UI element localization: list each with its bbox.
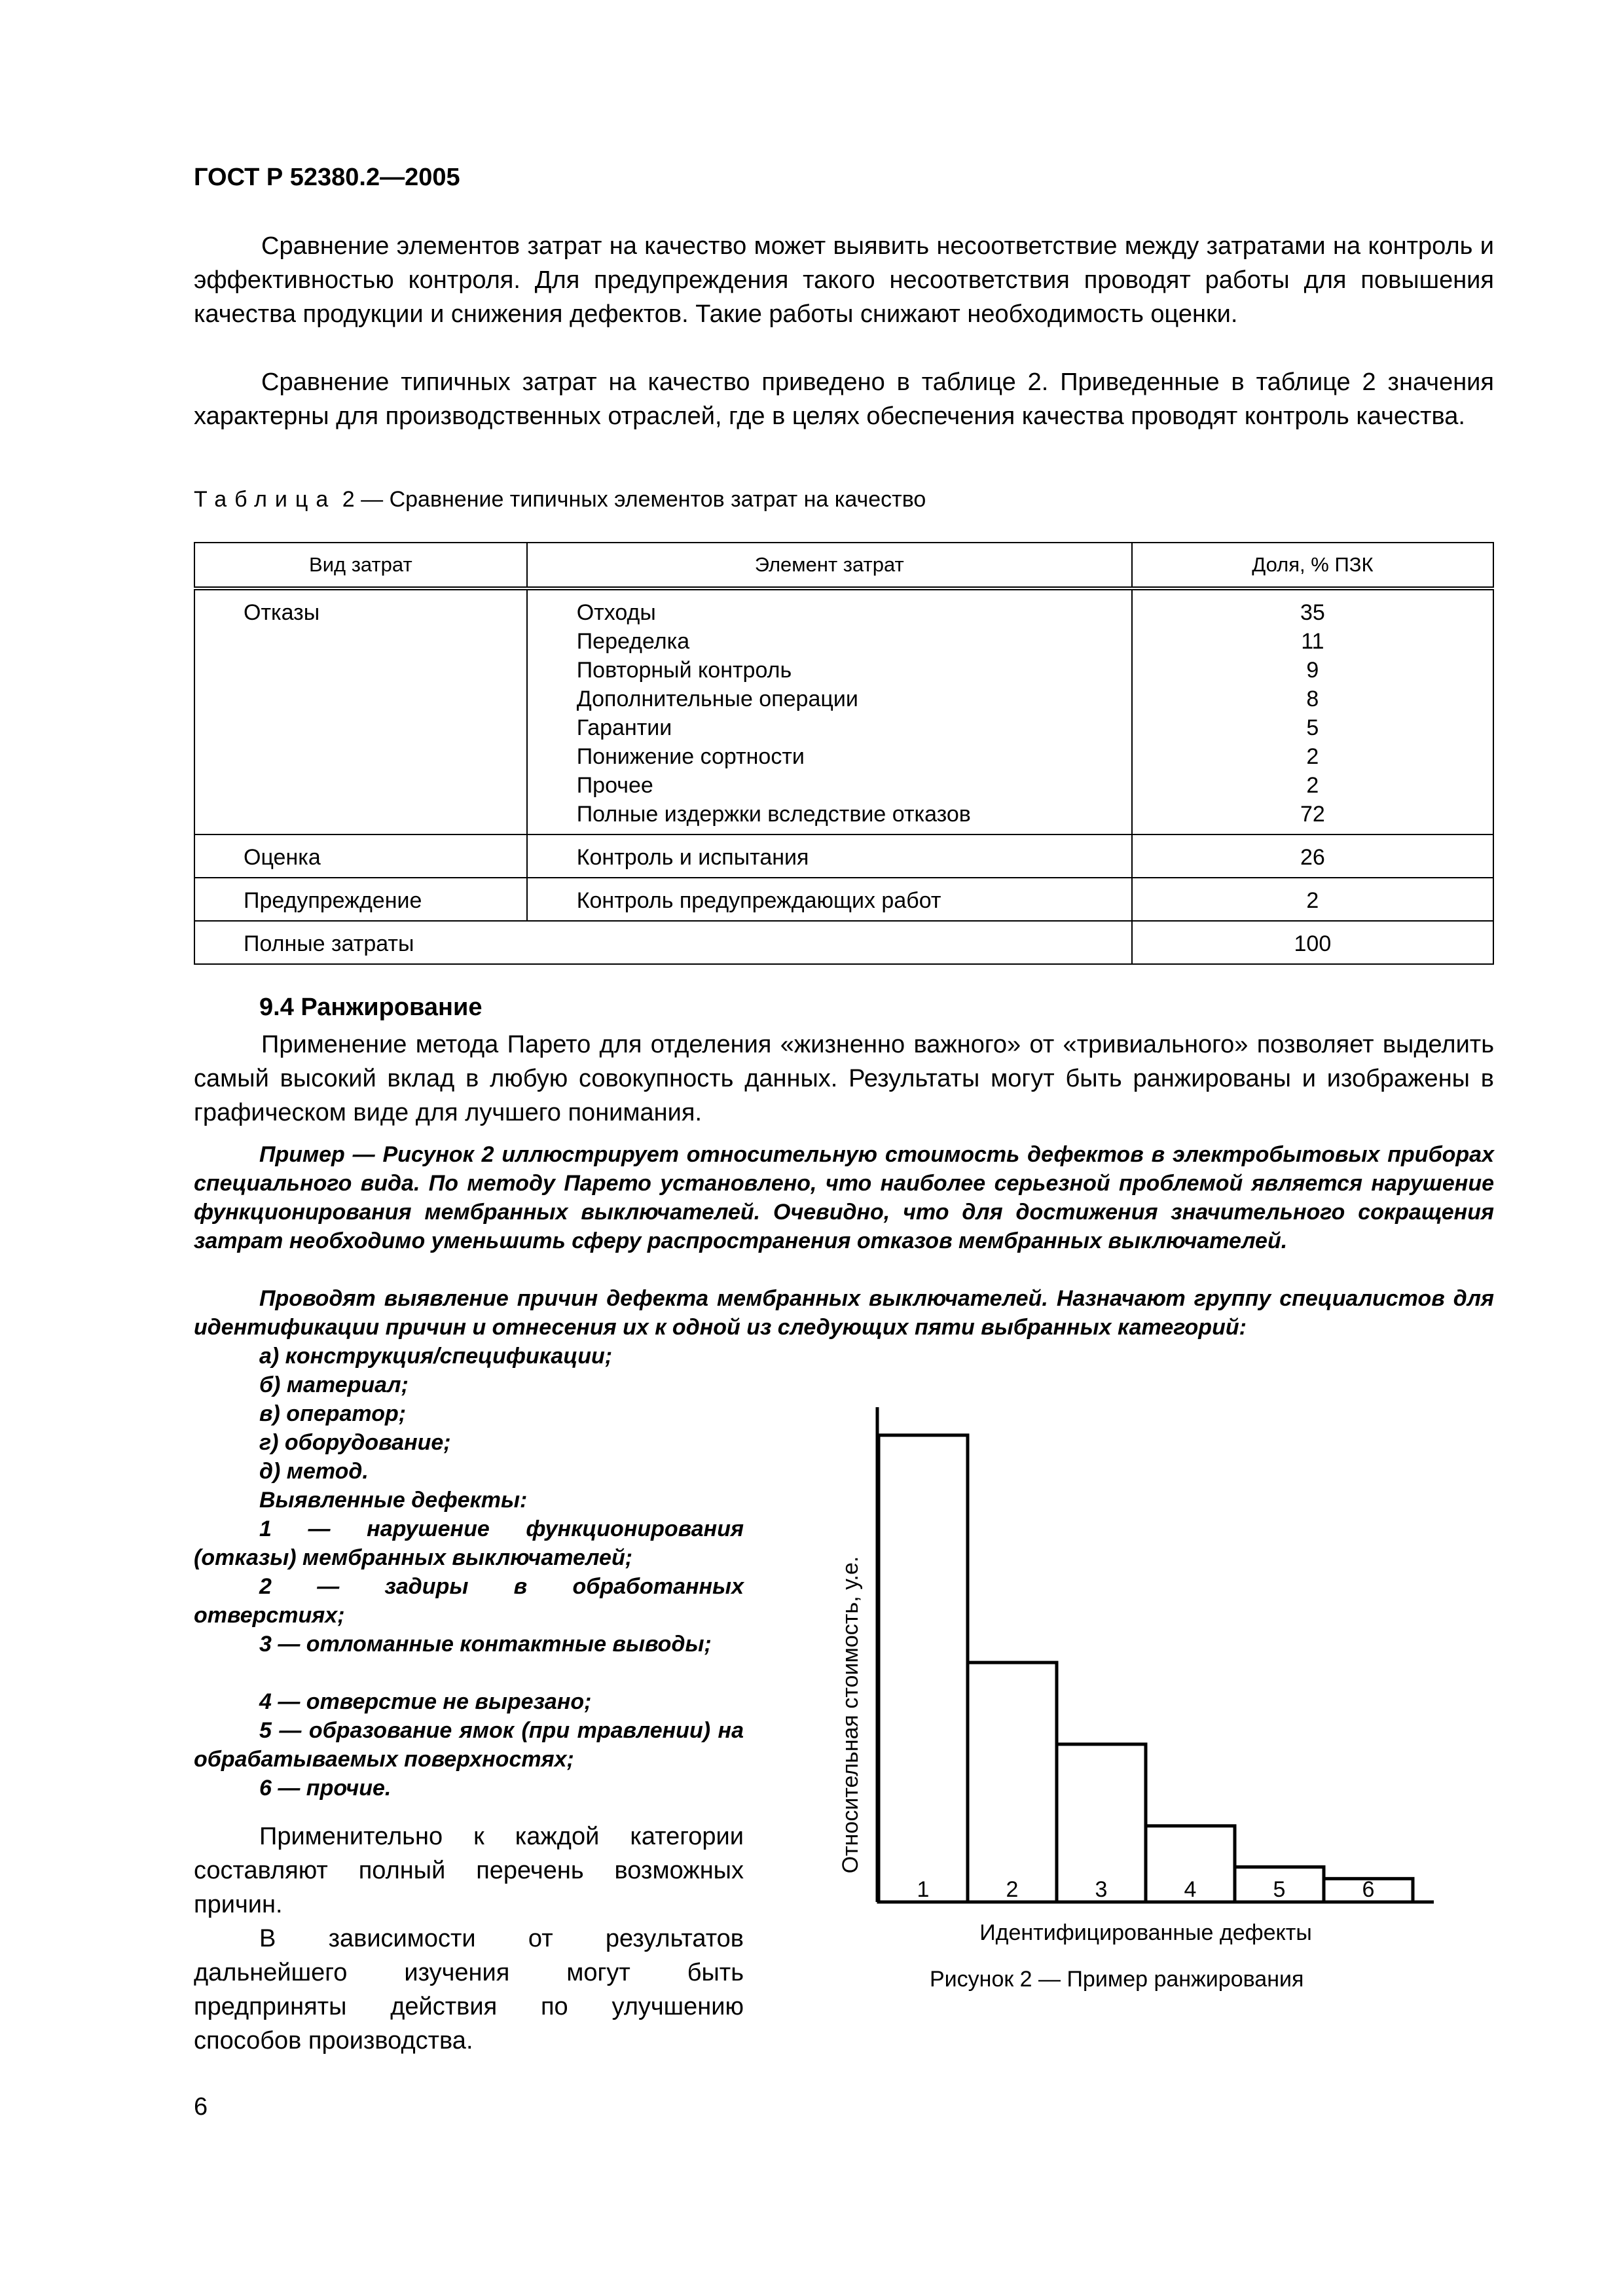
- defect-item: 3 — отломанные контактные выводы;: [259, 1632, 712, 1657]
- failures-element: Полные издержки вследствие отказов: [576, 802, 971, 827]
- table-row-total: [194, 921, 1493, 964]
- bar-2: [968, 1662, 1057, 1902]
- example-paragraph-1: Пример — Рисунок 2 иллюстрирует относительную стоимость дефектов в электробытовых приборах специального вида. По методу Парето установлено, что наиболее серьезной проблемой является нарушение функционирования мембранных выключателей. Очевидно, что для достижения значительного сокращения затрат необходимо уменьшить сферу распространения отказов мембранных выключателей.: [194, 1142, 1494, 1253]
- category-label-4: 4: [1184, 1877, 1197, 1902]
- document-header: ГОСТ Р 52380.2—2005: [194, 164, 460, 191]
- table-header-row: [194, 543, 1493, 588]
- category-item: в) оператор;: [259, 1401, 407, 1426]
- table-row-appraisal: [194, 834, 1493, 878]
- section-title: 9.4 Ранжирование: [259, 994, 483, 1021]
- table-caption: [194, 487, 926, 512]
- appraisal-type: Оценка: [194, 834, 527, 878]
- total-share: 100: [1132, 921, 1493, 964]
- failures-share: 2: [1306, 773, 1319, 798]
- failures-element: Переделка: [576, 629, 690, 654]
- intro-paragraph-1: Сравнение элементов затрат на качество может выявить несоответствие между затратами на контроль и эффективностью контроля. Для предупреждения такого несоответствия проводят работы для повышения качества продукции и снижения дефектов. Такие работы снижают необходимость оценки.: [194, 232, 1494, 328]
- category-label-3: 3: [1095, 1877, 1108, 1902]
- page-number: 6: [194, 2093, 208, 2121]
- defect-item: 5 — образование ямок (при травлении) на обрабатываемых поверхностях;: [194, 1718, 744, 1772]
- table-caption-label: Таблица: [194, 487, 337, 512]
- category-label-2: 2: [1006, 1877, 1019, 1902]
- cost-comparison-table: [194, 542, 1494, 965]
- failures-element: Дополнительные операции: [576, 687, 858, 711]
- failures-elements: [527, 588, 1132, 834]
- prevention-share: 2: [1132, 878, 1493, 921]
- y-axis-label: Относительная стоимость, у.е.: [838, 1556, 863, 1874]
- failures-share: 2: [1306, 744, 1319, 769]
- defect-item: 6 — прочие.: [259, 1776, 392, 1801]
- defects-title: Выявленные дефекты:: [259, 1488, 528, 1513]
- pareto-chart: [805, 1401, 1473, 1957]
- figure-caption: Рисунок 2 — Пример ранжирования: [930, 1967, 1304, 1992]
- failures-shares: [1132, 588, 1493, 834]
- failures-share: 5: [1306, 715, 1319, 740]
- appraisal-element: Контроль и испытания: [527, 834, 1132, 878]
- category-item: а) конструкция/спецификации;: [259, 1344, 613, 1369]
- table-row-failures: [194, 588, 1493, 834]
- table-caption-text: 2 — Сравнение типичных элементов затрат на качество: [342, 487, 926, 512]
- prevention-type: Предупреждение: [194, 878, 527, 921]
- failures-share: 72: [1300, 802, 1325, 827]
- total-type: Полные затраты: [194, 921, 1132, 964]
- bars-group: [879, 1435, 1413, 1902]
- category-label-1: 1: [917, 1877, 930, 1902]
- prevention-element: Контроль предупреждающих работ: [527, 878, 1132, 921]
- section-paragraph: Применение метода Парето для отделения «жизненно важного» от «тривиального» позволяет выделить самый высокий вклад в любую совокупность данных. Результаты могут быть ранжированы и изображены в графическом виде для лучшего понимания.: [194, 1031, 1494, 1126]
- defect-item: 1 — нарушение функционирования (отказы) мембранных выключателей;: [194, 1516, 744, 1570]
- bar-1: [879, 1435, 968, 1902]
- closing-paragraph-1: Применительно к каждой категории составляют полный перечень возможных причин.: [194, 1823, 744, 1918]
- failures-element: Отходы: [576, 600, 656, 625]
- header-cost-type: Вид затрат: [194, 543, 527, 588]
- failures-element: Гарантии: [576, 715, 672, 740]
- category-label-6: 6: [1362, 1877, 1375, 1902]
- defect-item: 4 — отверстие не вырезано;: [259, 1689, 592, 1714]
- failures-element: Понижение сортности: [576, 744, 805, 769]
- header-cost-element: Элемент затрат: [527, 543, 1132, 588]
- category-item: д) метод.: [259, 1459, 369, 1484]
- category-item: б) материал;: [259, 1372, 409, 1397]
- closing-paragraph-2: В зависимости от результатов дальнейшего изучения могут быть предприняты действия по улучшению способов производства.: [194, 1925, 744, 2054]
- category-item: г) оборудование;: [259, 1430, 451, 1455]
- example-paragraph-2: Проводят выявление причин дефекта мембранных выключателей. Назначают группу специалистов для идентификации причин и отнесения их к одной из следующих пяти выбранных категорий:: [194, 1286, 1494, 1340]
- failures-element: Повторный контроль: [576, 658, 792, 683]
- intro-paragraph-2: Сравнение типичных затрат на качество приведено в таблице 2. Приведенные в таблице 2 значения характерны для производственных отраслей, где в целях обеспечения качества проводят контроль качества.: [194, 368, 1494, 430]
- failures-share: 11: [1301, 629, 1324, 654]
- failures-share: 9: [1306, 658, 1319, 683]
- failures-share: 8: [1306, 687, 1319, 711]
- failures-element: Прочее: [576, 773, 653, 798]
- defect-item: 2 — задиры в обработанных отверстиях;: [194, 1574, 744, 1628]
- failures-share: 35: [1300, 600, 1325, 625]
- failures-type: Отказы: [194, 588, 527, 834]
- category-label-5: 5: [1273, 1877, 1286, 1902]
- header-share: Доля, % ПЗК: [1132, 543, 1493, 588]
- table-row-prevention: [194, 878, 1493, 921]
- appraisal-share: 26: [1132, 834, 1493, 878]
- x-axis-label: Идентифицированные дефекты: [979, 1920, 1312, 1945]
